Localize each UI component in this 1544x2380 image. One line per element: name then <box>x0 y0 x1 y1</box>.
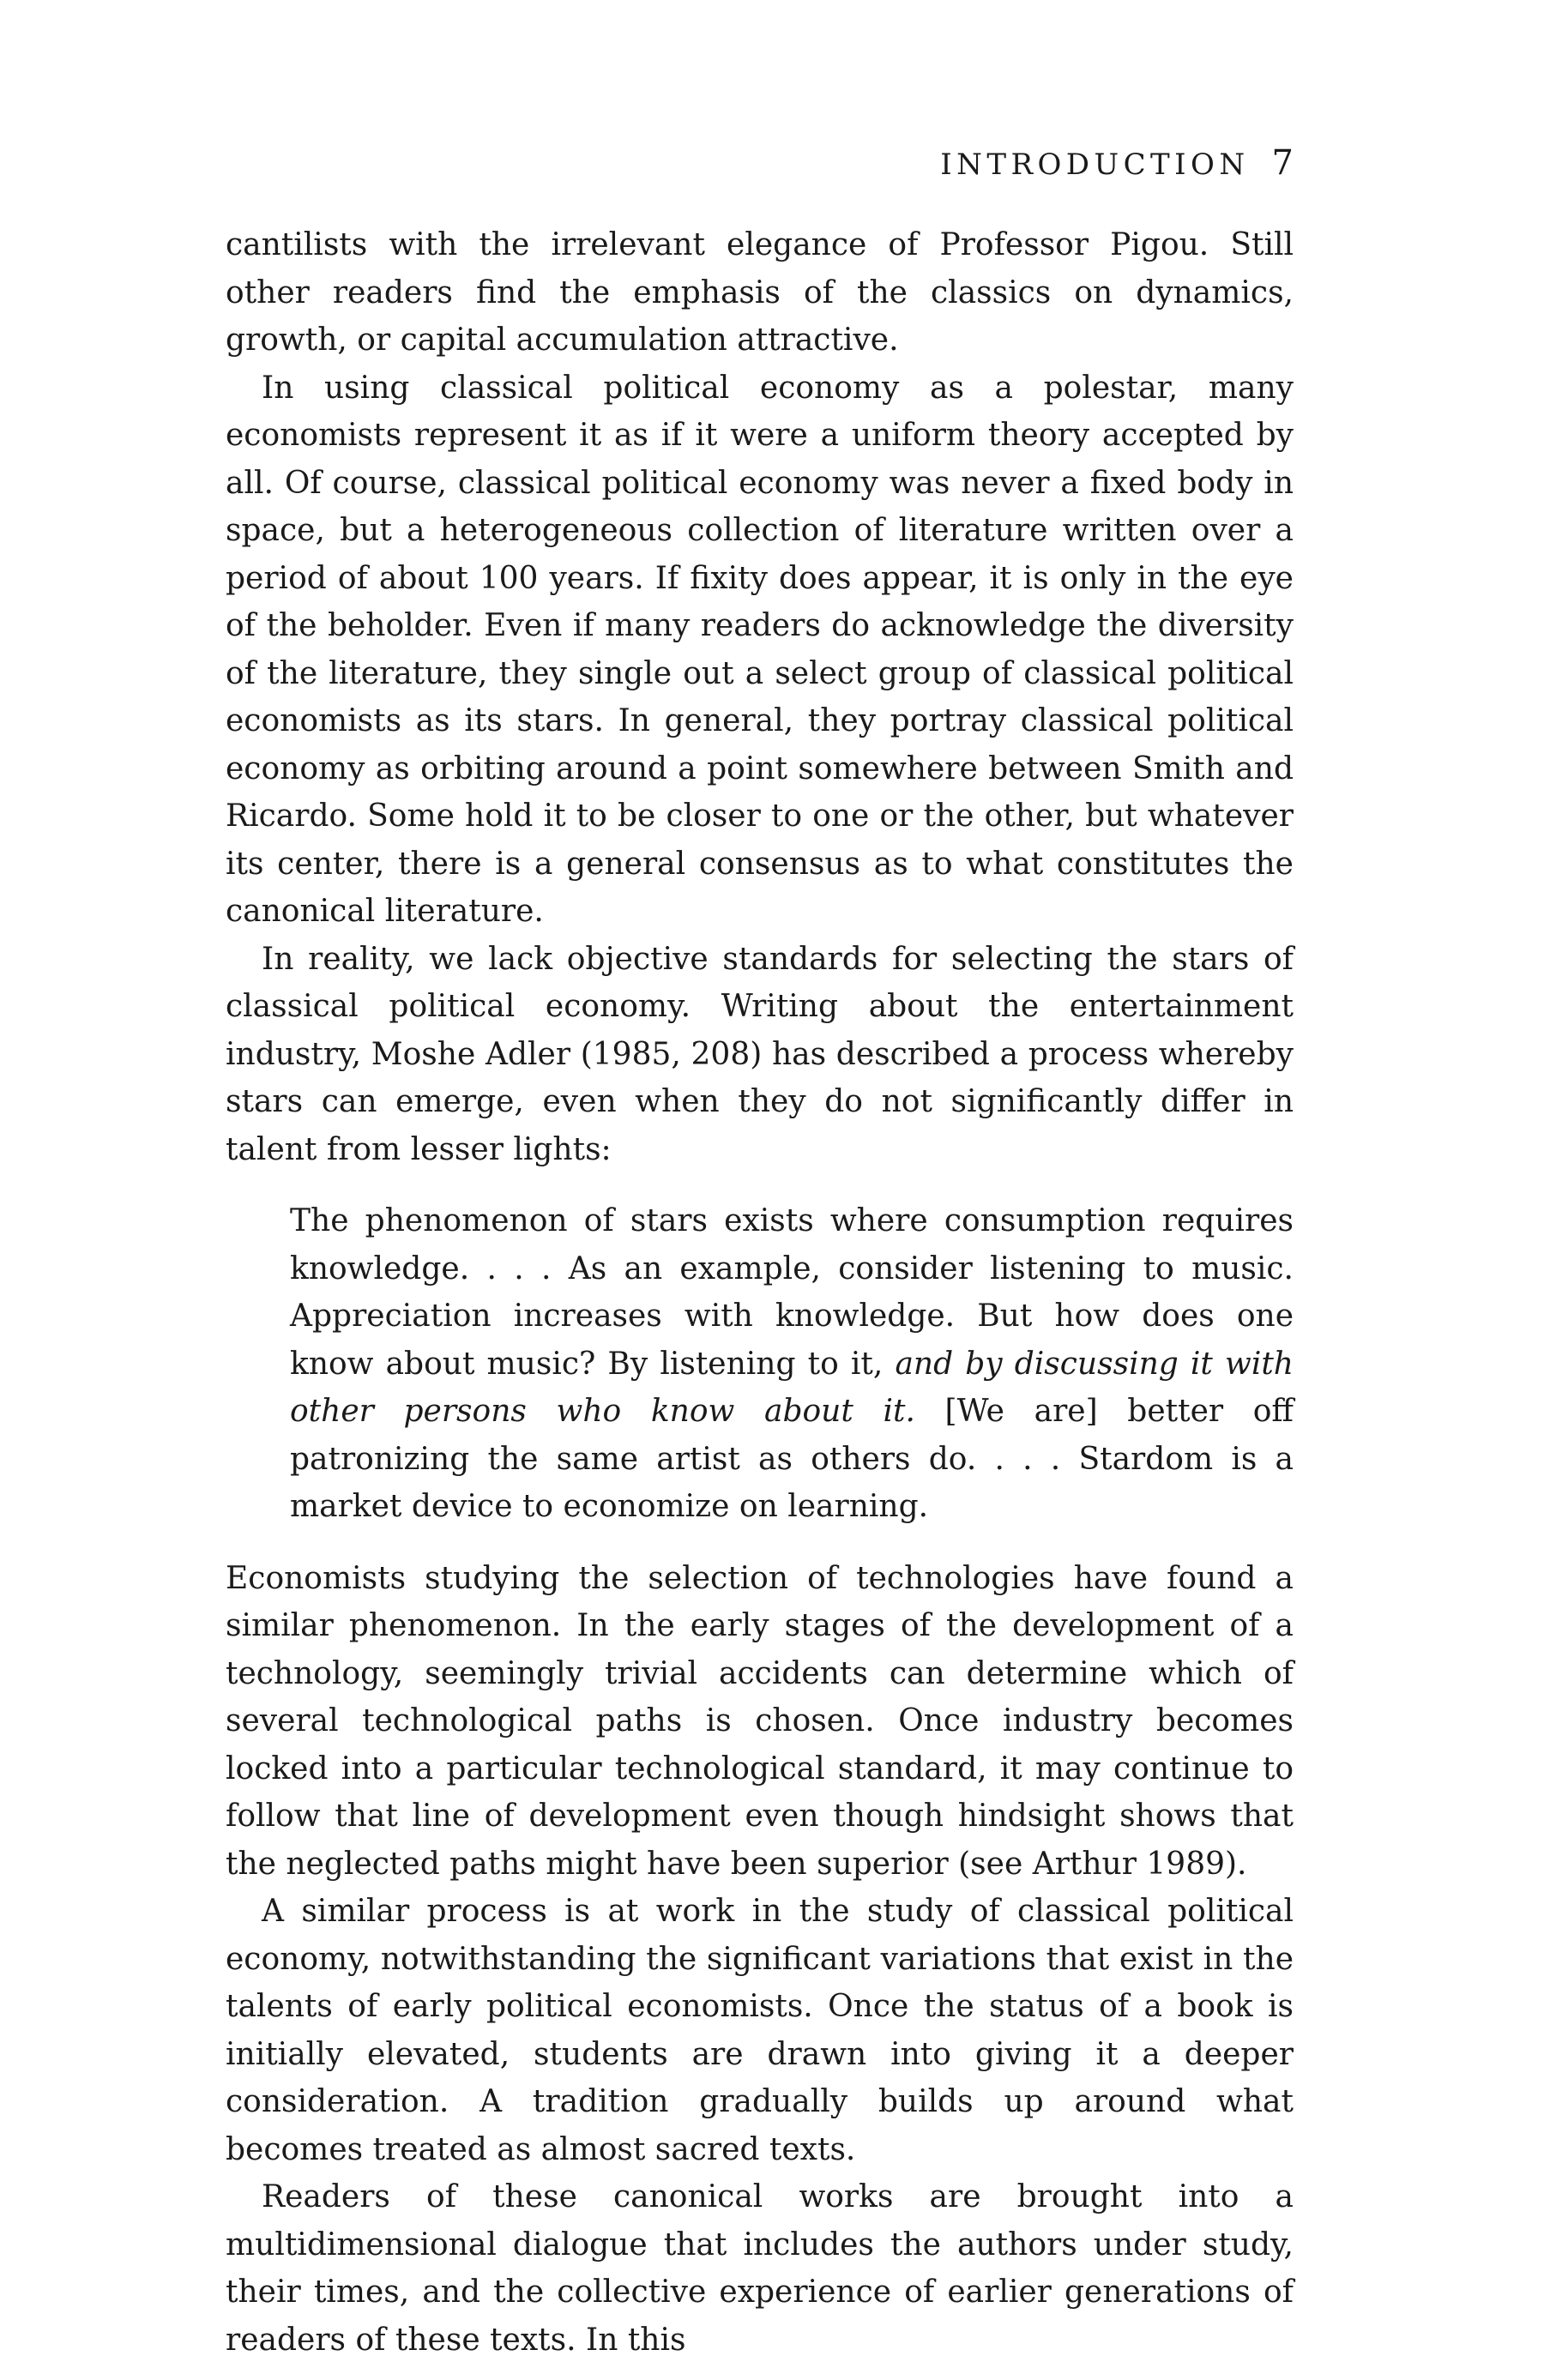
quotation-part-2: [We are] better off patronizing the same artist as others do. . . . Stardom is a market device to economize on learning. <box>290 1394 1294 1524</box>
running-head <box>226 144 1294 184</box>
page-number: 7 <box>1271 143 1294 183</box>
paragraph-continued: cantilists with the irrelevant elegance of Professor Pigou. Still other readers find the emphasis of the classics on dynamics, growth, or capital accumulation attractive. <box>226 227 1294 358</box>
paragraph-technologies: Economists studying the selection of technologies have found a similar phenomenon. In the early stages of the development of a technology, seemingly trivial accidents can determine which of several technological paths is chosen. Once industry becomes locked into a particular technological standard, it may continue to follow that line of development even though hindsight shows that the neglected paths might have been superior (see Arthur 1989). <box>226 1560 1294 1882</box>
quotation-text <box>290 1197 1294 1531</box>
block-quotation <box>290 1197 1294 1531</box>
paragraph-readers: Readers of these canonical works are brought into a multidimensional dialogue that includes the authors under study, their times, and the collective experience of earlier generations of readers of these texts. In this <box>226 2179 1294 2358</box>
paragraph-stars: In reality, we lack objective standards for selecting the stars of classical political economy. Writing about the entertainment industry, Moshe Adler (1985, 208) has described a process whereby stars can emerge, even when they do not significantly differ in talent from lesser lights: <box>226 941 1294 1167</box>
paragraph-polestar: In using classical political economy as a polestar, many economists represent it as if it were a uniform theory accepted by all. Of course, classical political economy was never a fixed body in space, but a heterogeneous collection of literature written over a period of about 100 years. If fixity does appear, it is only in the eye of the beholder. Even if many readers do acknowledge the diversity of the literature, they single out a select group of classical political economists as its stars. In general, they portray classical political economy as orbiting around a point somewhere between Smith and Ricardo. Some hold it to be closer to one or the other, but whatever its center, there is a general consensus as to what constitutes the canonical literature. <box>226 370 1294 929</box>
quotation-part-1: The phenomenon of stars exists where consumption requires knowledge. . . . As an example, consider listening to music. Appreciation increases with knowledge. But how does one know about music? By listening to it, <box>290 1203 1294 1382</box>
running-head-title: INTRODUCTION <box>940 148 1250 182</box>
quotation-emphasis: and by discussing it with other persons who know about it. <box>290 1346 1294 1429</box>
body-text <box>226 221 1294 2364</box>
paragraph-similar-process: A similar process is at work in the study of classical political economy, notwithstanding the significant variations that exist in the talents of early political economists. Once the status of a book is initially elevated, students are drawn into giving it a deeper consideration. A tradition gradually builds up around what becomes treated as almost sacred texts. <box>226 1894 1294 2167</box>
